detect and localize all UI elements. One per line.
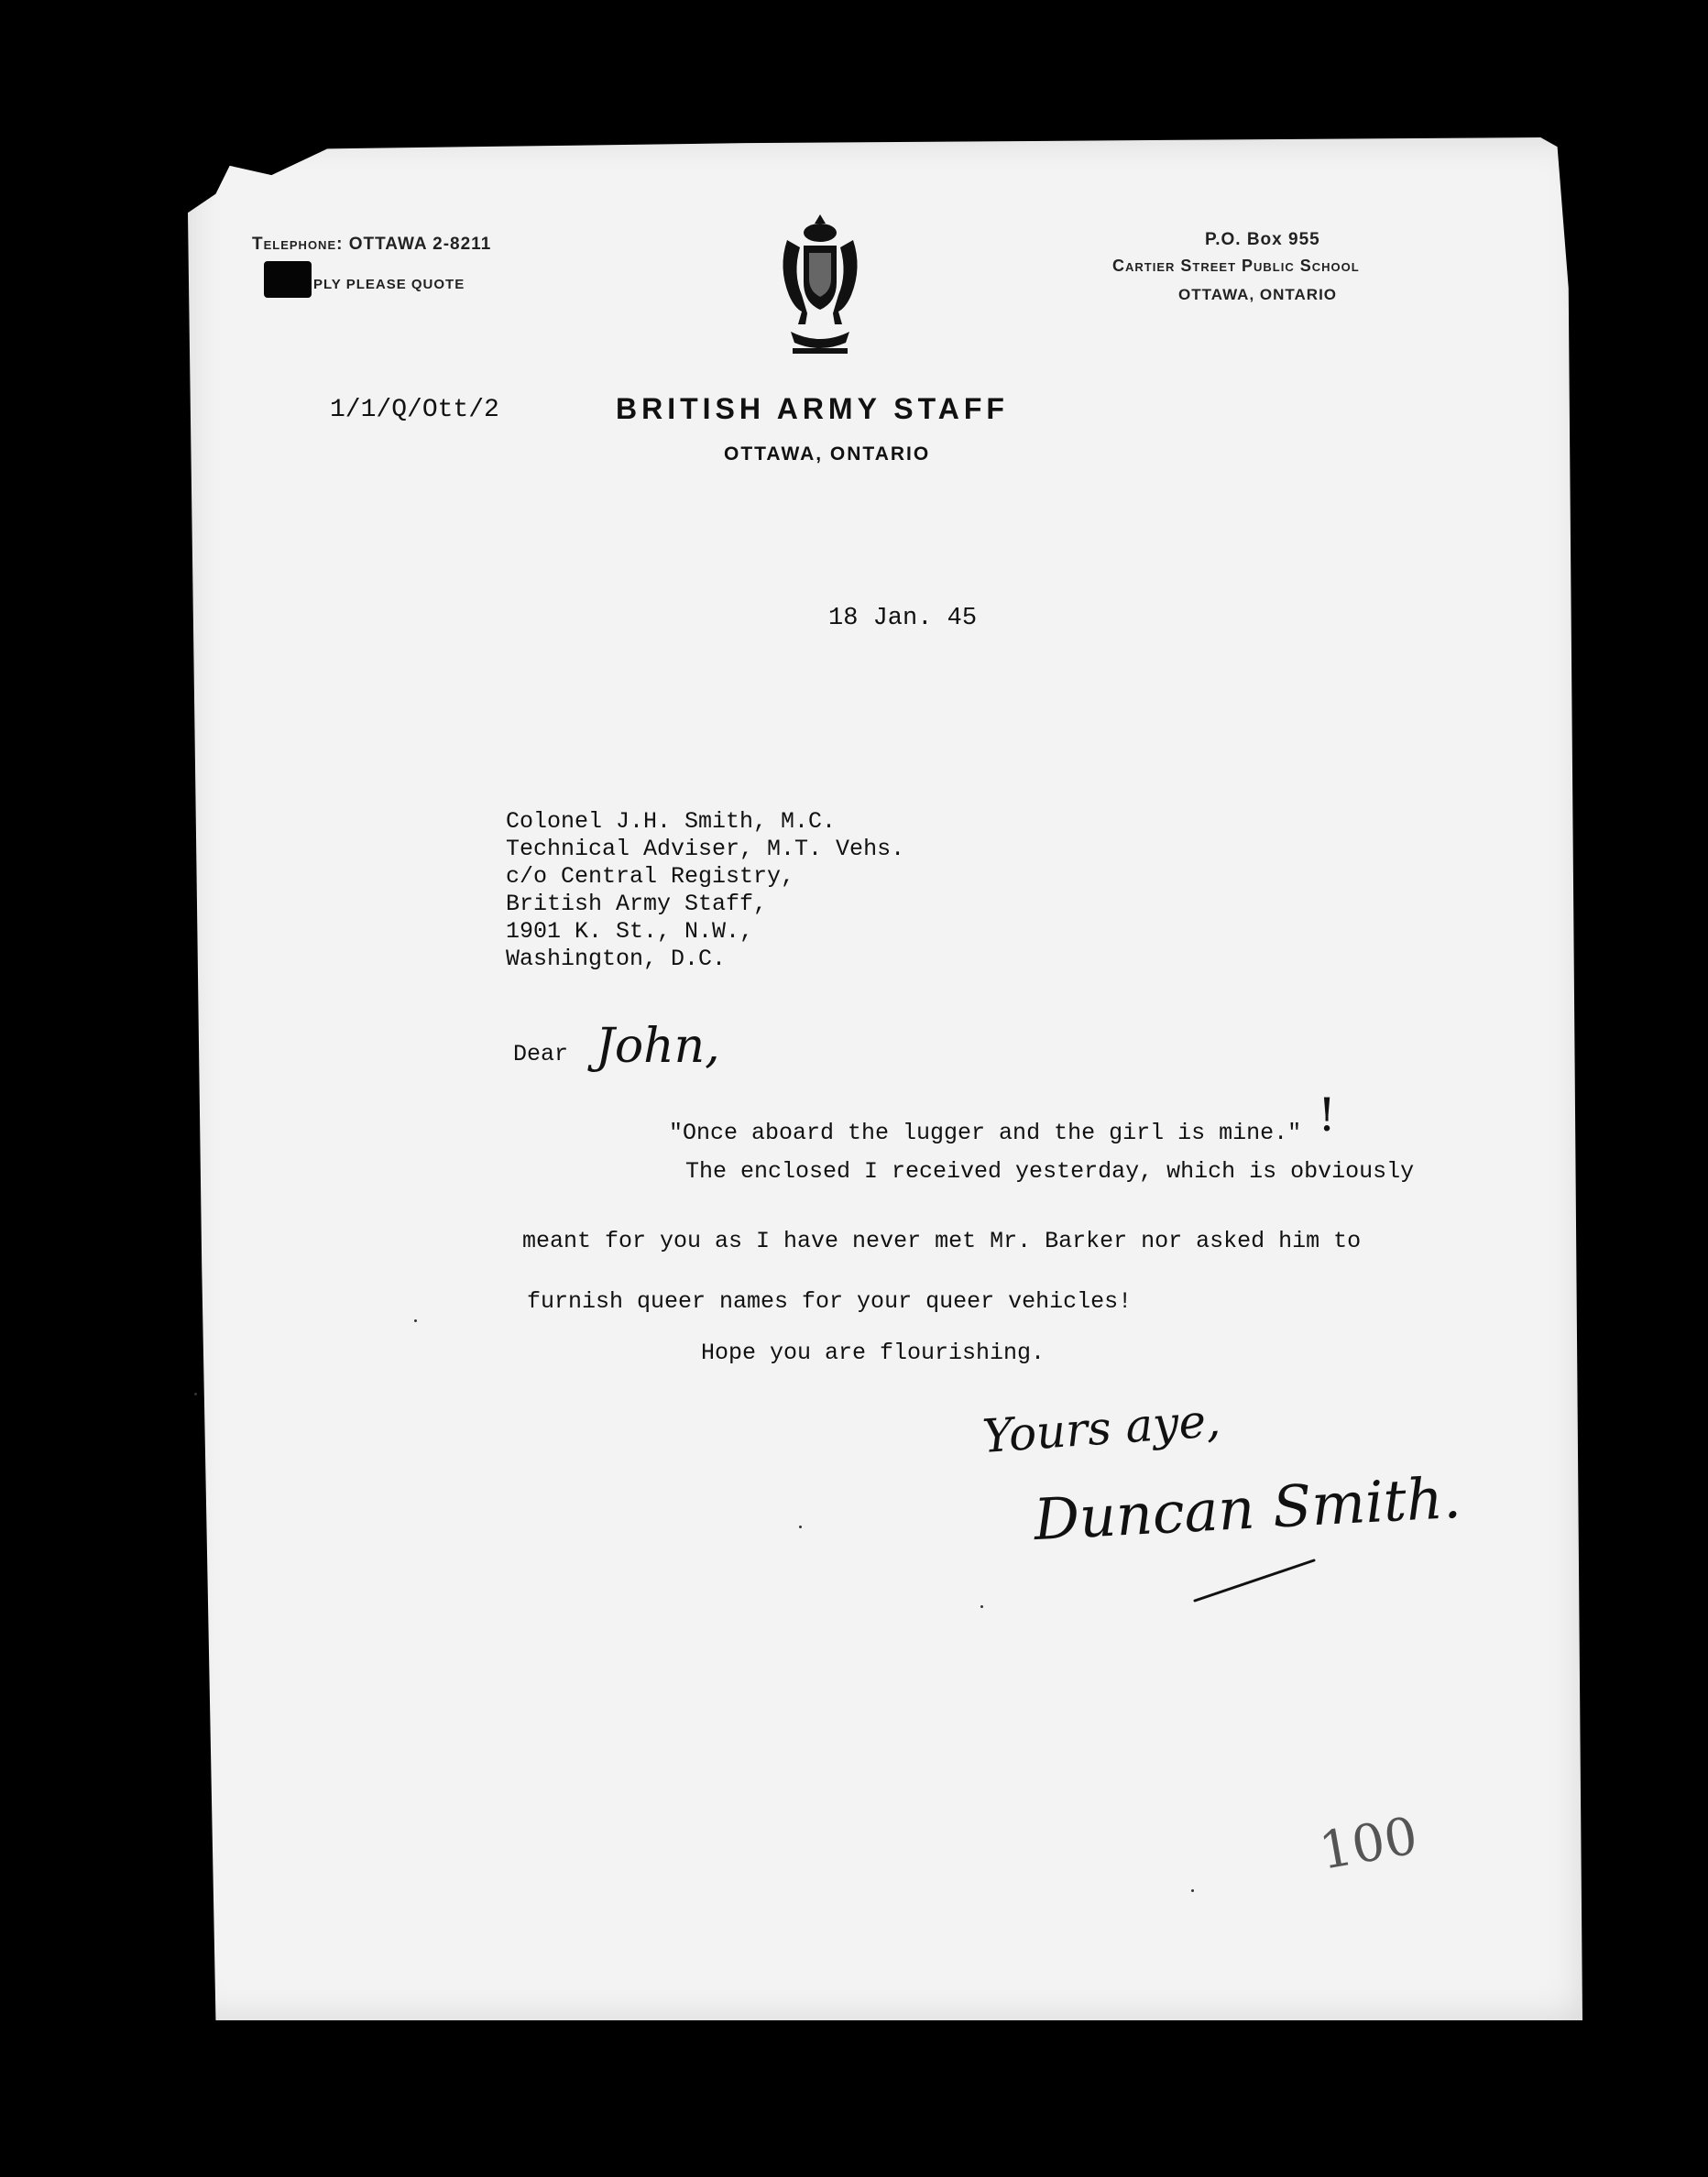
- reply-quote-line: PLY PLEASE QUOTE: [313, 277, 465, 292]
- body-line: furnish queer names for your queer vehicles!: [527, 1288, 1133, 1315]
- addressee-line: Technical Adviser, M.T. Vehs.: [506, 836, 905, 862]
- signature-underline: [1191, 1553, 1319, 1608]
- signature-handwritten: Duncan Smith.: [1032, 1463, 1463, 1554]
- page-number: 100: [1315, 1806, 1422, 1882]
- closing-handwritten: Yours aye,: [980, 1394, 1222, 1463]
- speck: [1191, 1889, 1194, 1892]
- po-box-line: P.O. Box 955: [1205, 230, 1320, 249]
- addressee-line: British Army Staff,: [506, 891, 768, 917]
- school-line: Cartier Street Public School: [1112, 257, 1360, 275]
- telephone-line: Telephone: OTTAWA 2-8211: [252, 235, 492, 254]
- speck: [194, 1393, 197, 1395]
- letter-date: 18 Jan. 45: [828, 605, 978, 632]
- body-line: The enclosed I received yesterday, which is obviously: [685, 1158, 1415, 1185]
- speck: [414, 1319, 417, 1322]
- addressee-line: Colonel J.H. Smith, M.C.: [506, 808, 837, 835]
- speck: [799, 1526, 802, 1528]
- reference-number: 1/1/Q/Ott/2: [330, 396, 499, 424]
- addressee-line: 1901 K. St., N.W.,: [506, 918, 754, 945]
- closing-line: Hope you are flourishing.: [701, 1340, 1046, 1366]
- quote-line: "Once aboard the lugger and the girl is mine.": [669, 1120, 1302, 1146]
- organisation-name: BRITISH ARMY STAFF: [616, 392, 1009, 425]
- quote-exclamation: !: [1318, 1088, 1337, 1142]
- body-line: meant for you as I have never met Mr. Barker nor asked him to: [522, 1228, 1362, 1254]
- addressee-line: c/o Central Registry,: [506, 863, 795, 890]
- organisation-city: OTTAWA, ONTARIO: [724, 443, 931, 465]
- salutation-typed: Dear: [513, 1041, 569, 1067]
- speck: [980, 1605, 983, 1608]
- city-line: OTTAWA, ONTARIO: [1178, 286, 1338, 303]
- royal-coat-of-arms-icon: [774, 213, 866, 359]
- redaction-mark: [264, 261, 312, 298]
- salutation-handwritten: John,: [596, 1019, 720, 1074]
- addressee-line: Washington, D.C.: [506, 946, 727, 972]
